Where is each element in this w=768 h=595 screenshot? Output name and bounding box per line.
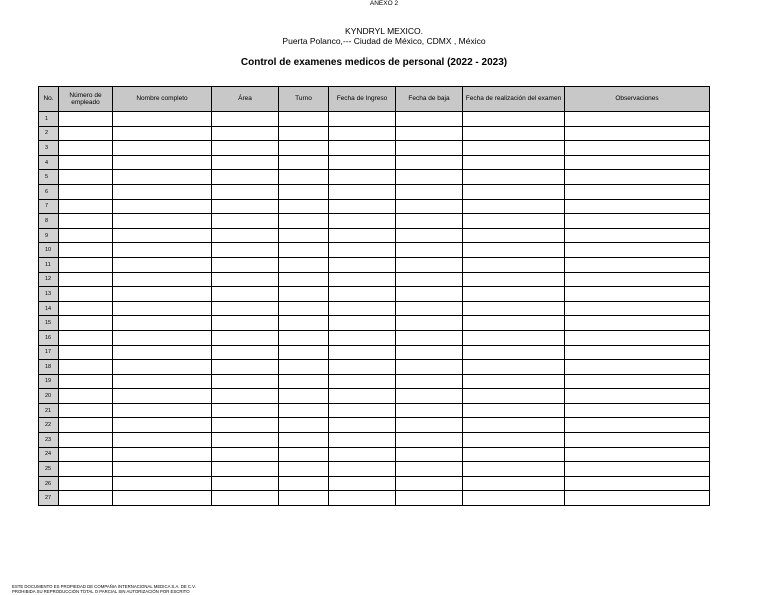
table-cell[interactable]: [329, 141, 396, 156]
row-number-cell: 6: [39, 184, 59, 199]
table-cell[interactable]: [565, 257, 710, 272]
row-number-cell: 2: [39, 126, 59, 141]
table-cell[interactable]: [565, 141, 710, 156]
table-cell[interactable]: [396, 476, 463, 491]
table-cell[interactable]: [59, 214, 113, 229]
table-cell[interactable]: [59, 199, 113, 214]
table-cell[interactable]: [329, 389, 396, 404]
table-cell[interactable]: [279, 345, 329, 360]
table-cell[interactable]: [279, 287, 329, 302]
table-cell[interactable]: [279, 330, 329, 345]
table-cell[interactable]: [396, 360, 463, 375]
table-cell[interactable]: [212, 112, 279, 127]
row-number-cell: 12: [39, 272, 59, 287]
table-cell[interactable]: [279, 433, 329, 448]
table-cell[interactable]: [396, 389, 463, 404]
table-cell[interactable]: [113, 112, 212, 127]
table-cell[interactable]: [329, 184, 396, 199]
table-row: [39, 243, 710, 258]
table-cell[interactable]: [463, 184, 565, 199]
table-row: [39, 389, 710, 404]
table-cell[interactable]: [212, 287, 279, 302]
table-cell[interactable]: [396, 199, 463, 214]
table-cell[interactable]: [329, 199, 396, 214]
table-cell[interactable]: [396, 112, 463, 127]
table-cell[interactable]: [279, 418, 329, 433]
table-cell[interactable]: [113, 389, 212, 404]
table-cell[interactable]: [59, 287, 113, 302]
table-cell[interactable]: [59, 257, 113, 272]
table-cell[interactable]: [59, 418, 113, 433]
table-row: [39, 228, 710, 243]
table-cell[interactable]: [113, 462, 212, 477]
row-number-cell: 14: [39, 301, 59, 316]
table-row: [39, 330, 710, 345]
table-cell[interactable]: [463, 447, 565, 462]
table-cell[interactable]: [565, 476, 710, 491]
table-cell[interactable]: [396, 374, 463, 389]
table-cell[interactable]: [463, 287, 565, 302]
header-hire-date: Fecha de Ingreso: [329, 87, 396, 112]
table-cell[interactable]: [279, 491, 329, 506]
table-cell[interactable]: [212, 403, 279, 418]
table-row: [39, 199, 710, 214]
table-cell[interactable]: [279, 126, 329, 141]
table-cell[interactable]: [279, 476, 329, 491]
footer-line-1: ESTE DOCUMENTO ES PROPIEDAD DE COMPAÑIA INTERNACIONAL MEDICA S.A. DE C.V.: [12, 584, 196, 589]
table-row: [39, 491, 710, 506]
table-cell[interactable]: [565, 214, 710, 229]
table-row: [39, 214, 710, 229]
table-cell[interactable]: [329, 345, 396, 360]
table-cell[interactable]: [329, 272, 396, 287]
table-cell[interactable]: [279, 257, 329, 272]
table-cell[interactable]: [396, 272, 463, 287]
table-cell[interactable]: [113, 199, 212, 214]
row-number-cell: 17: [39, 345, 59, 360]
table-cell[interactable]: [329, 476, 396, 491]
table-cell[interactable]: [396, 126, 463, 141]
table-cell[interactable]: [329, 126, 396, 141]
table-cell[interactable]: [463, 403, 565, 418]
table-cell[interactable]: [463, 418, 565, 433]
table-cell[interactable]: [463, 374, 565, 389]
table-cell[interactable]: [565, 301, 710, 316]
table-cell[interactable]: [113, 418, 212, 433]
table-cell[interactable]: [329, 155, 396, 170]
row-number-cell: 4: [39, 155, 59, 170]
table-cell[interactable]: [59, 447, 113, 462]
table-cell[interactable]: [463, 126, 565, 141]
table-cell[interactable]: [565, 491, 710, 506]
table-row: [39, 184, 710, 199]
table-cell[interactable]: [329, 112, 396, 127]
table-cell[interactable]: [212, 462, 279, 477]
annex-label: ANEXO 2: [369, 0, 399, 7]
table-cell[interactable]: [463, 433, 565, 448]
table-cell[interactable]: [59, 228, 113, 243]
table-cell[interactable]: [212, 301, 279, 316]
table-cell[interactable]: [463, 228, 565, 243]
table-cell[interactable]: [329, 214, 396, 229]
table-cell[interactable]: [113, 126, 212, 141]
table-cell[interactable]: [113, 374, 212, 389]
table-cell[interactable]: [396, 330, 463, 345]
table-cell[interactable]: [565, 360, 710, 375]
table-cell[interactable]: [565, 199, 710, 214]
table-cell[interactable]: [59, 330, 113, 345]
table-cell[interactable]: [212, 126, 279, 141]
table-cell[interactable]: [329, 330, 396, 345]
table-cell[interactable]: [59, 301, 113, 316]
table-cell[interactable]: [565, 330, 710, 345]
table-cell[interactable]: [463, 141, 565, 156]
table-cell[interactable]: [113, 141, 212, 156]
table-cell[interactable]: [59, 476, 113, 491]
table-cell[interactable]: [463, 491, 565, 506]
table-cell[interactable]: [212, 257, 279, 272]
table-cell[interactable]: [279, 447, 329, 462]
header-observations: Observaciones: [565, 87, 710, 112]
table-cell[interactable]: [59, 243, 113, 258]
table-cell[interactable]: [113, 184, 212, 199]
table-cell[interactable]: [565, 418, 710, 433]
table-cell[interactable]: [113, 301, 212, 316]
table-cell[interactable]: [113, 228, 212, 243]
table-cell[interactable]: [212, 374, 279, 389]
row-number-cell: 23: [39, 433, 59, 448]
table-cell[interactable]: [279, 184, 329, 199]
table-cell[interactable]: [565, 374, 710, 389]
table-cell[interactable]: [113, 476, 212, 491]
table-cell[interactable]: [396, 287, 463, 302]
table-cell[interactable]: [113, 170, 212, 185]
table-cell[interactable]: [212, 491, 279, 506]
table-cell[interactable]: [212, 316, 279, 331]
table-cell[interactable]: [113, 345, 212, 360]
row-number-cell: 5: [39, 170, 59, 185]
table-cell[interactable]: [396, 447, 463, 462]
table-cell[interactable]: [212, 447, 279, 462]
table-cell[interactable]: [113, 287, 212, 302]
table-cell[interactable]: [113, 155, 212, 170]
table-cell[interactable]: [59, 462, 113, 477]
table-cell[interactable]: [113, 243, 212, 258]
header-area: Área: [212, 87, 279, 112]
table-cell[interactable]: [329, 418, 396, 433]
row-number-cell: 19: [39, 374, 59, 389]
table-cell[interactable]: [212, 360, 279, 375]
table-row: [39, 374, 710, 389]
table-cell[interactable]: [279, 243, 329, 258]
table-cell[interactable]: [329, 433, 396, 448]
table-cell[interactable]: [279, 155, 329, 170]
footer-notice: [12, 585, 196, 595]
table-cell[interactable]: [113, 316, 212, 331]
table-cell[interactable]: [463, 214, 565, 229]
table-cell[interactable]: [113, 360, 212, 375]
footer-line-2: PROHIBIDA SU REPRODUCCIÓN TOTAL O PARCIAL SIN AUTORIZACIÓN POR ESCRITO: [12, 588, 190, 594]
table-row: [39, 433, 710, 448]
table-cell[interactable]: [212, 345, 279, 360]
table-cell[interactable]: [396, 155, 463, 170]
table-row: [39, 272, 710, 287]
table-cell[interactable]: [396, 491, 463, 506]
table-cell[interactable]: [59, 403, 113, 418]
table-cell[interactable]: [113, 257, 212, 272]
table-cell[interactable]: [396, 316, 463, 331]
company-header: [0, 26, 768, 46]
table-cell[interactable]: [565, 170, 710, 185]
table-cell[interactable]: [565, 287, 710, 302]
table-cell[interactable]: [396, 243, 463, 258]
table-cell[interactable]: [329, 243, 396, 258]
table-cell[interactable]: [113, 214, 212, 229]
table-cell[interactable]: [565, 272, 710, 287]
table-cell[interactable]: [565, 389, 710, 404]
table-cell[interactable]: [329, 374, 396, 389]
table-cell[interactable]: [279, 214, 329, 229]
table-cell[interactable]: [59, 360, 113, 375]
table-cell[interactable]: [212, 141, 279, 156]
table-cell[interactable]: [59, 155, 113, 170]
table-cell[interactable]: [59, 433, 113, 448]
row-number-cell: 10: [39, 243, 59, 258]
table-cell[interactable]: [329, 257, 396, 272]
table-cell[interactable]: [396, 228, 463, 243]
row-number-cell: 27: [39, 491, 59, 506]
table-cell[interactable]: [396, 214, 463, 229]
table-cell[interactable]: [59, 170, 113, 185]
table-cell[interactable]: [329, 287, 396, 302]
table-row: [39, 462, 710, 477]
table-cell[interactable]: [565, 316, 710, 331]
table-cell[interactable]: [329, 447, 396, 462]
row-number-cell: 18: [39, 360, 59, 375]
table-row: [39, 141, 710, 156]
table-row: [39, 257, 710, 272]
table-row: [39, 301, 710, 316]
table-cell[interactable]: [565, 126, 710, 141]
header-employee-number: Número de empleado: [59, 87, 113, 112]
table-cell[interactable]: [565, 184, 710, 199]
table-cell[interactable]: [59, 389, 113, 404]
table-cell[interactable]: [113, 330, 212, 345]
table-cell[interactable]: [212, 243, 279, 258]
row-number-cell: 11: [39, 257, 59, 272]
table-cell[interactable]: [279, 360, 329, 375]
table-cell[interactable]: [463, 155, 565, 170]
table-cell[interactable]: [463, 243, 565, 258]
table-cell[interactable]: [565, 155, 710, 170]
table-cell[interactable]: [59, 374, 113, 389]
table-cell[interactable]: [463, 112, 565, 127]
table-cell[interactable]: [113, 272, 212, 287]
table-cell[interactable]: [212, 272, 279, 287]
table-cell[interactable]: [279, 316, 329, 331]
table-cell[interactable]: [463, 476, 565, 491]
table-cell[interactable]: [463, 360, 565, 375]
row-number-cell: 20: [39, 389, 59, 404]
table-body: [39, 112, 710, 506]
header-full-name: Nombre completo: [113, 87, 212, 112]
table-cell[interactable]: [396, 257, 463, 272]
table-cell[interactable]: [463, 301, 565, 316]
table-row: [39, 418, 710, 433]
table-row: [39, 126, 710, 141]
table-cell[interactable]: [212, 433, 279, 448]
table-cell[interactable]: [279, 228, 329, 243]
table-cell[interactable]: [279, 374, 329, 389]
table-row: [39, 170, 710, 185]
row-number-cell: 22: [39, 418, 59, 433]
table-cell[interactable]: [212, 389, 279, 404]
table-cell[interactable]: [463, 199, 565, 214]
table-cell[interactable]: [565, 433, 710, 448]
table-cell[interactable]: [463, 462, 565, 477]
table-cell[interactable]: [279, 141, 329, 156]
table-cell[interactable]: [329, 170, 396, 185]
table-cell[interactable]: [329, 403, 396, 418]
table-cell[interactable]: [212, 155, 279, 170]
row-number-cell: 25: [39, 462, 59, 477]
table-cell[interactable]: [565, 112, 710, 127]
table-cell[interactable]: [329, 301, 396, 316]
table-cell[interactable]: [59, 272, 113, 287]
table-row: [39, 447, 710, 462]
table-cell[interactable]: [279, 272, 329, 287]
table-cell[interactable]: [463, 316, 565, 331]
table-cell[interactable]: [279, 301, 329, 316]
row-number-cell: 8: [39, 214, 59, 229]
table-cell[interactable]: [463, 330, 565, 345]
document-title: Control de examenes medicos de personal (2022 - 2023): [240, 57, 508, 68]
company-address: Puerta Polanco,--- Ciudad de México, CDMX , México: [282, 36, 486, 46]
table-cell[interactable]: [396, 170, 463, 185]
table-cell[interactable]: [113, 403, 212, 418]
table-cell[interactable]: [463, 170, 565, 185]
table-cell[interactable]: [113, 433, 212, 448]
table-cell[interactable]: [463, 389, 565, 404]
table-cell[interactable]: [212, 418, 279, 433]
table-cell[interactable]: [212, 330, 279, 345]
table-cell[interactable]: [396, 345, 463, 360]
table-cell[interactable]: [212, 476, 279, 491]
table-cell[interactable]: [396, 433, 463, 448]
header-shift: Turno: [279, 87, 329, 112]
row-number-cell: 26: [39, 476, 59, 491]
table-cell[interactable]: [279, 403, 329, 418]
table-cell[interactable]: [329, 491, 396, 506]
header-termination-date: Fecha de baja: [396, 87, 463, 112]
row-number-cell: 1: [39, 112, 59, 127]
table-cell[interactable]: [396, 418, 463, 433]
table-row: [39, 112, 710, 127]
row-number-cell: 21: [39, 403, 59, 418]
table-row: [39, 403, 710, 418]
header-no: No.: [39, 87, 59, 112]
table-cell[interactable]: [329, 316, 396, 331]
table-row: [39, 360, 710, 375]
table-cell[interactable]: [396, 301, 463, 316]
table-cell[interactable]: [59, 141, 113, 156]
table-cell[interactable]: [396, 403, 463, 418]
table-cell[interactable]: [212, 214, 279, 229]
table-cell[interactable]: [329, 462, 396, 477]
row-number-cell: 3: [39, 141, 59, 156]
table-cell[interactable]: [565, 243, 710, 258]
table-cell[interactable]: [212, 228, 279, 243]
table-row: [39, 316, 710, 331]
table-cell[interactable]: [329, 228, 396, 243]
row-number-cell: 24: [39, 447, 59, 462]
table-cell[interactable]: [565, 462, 710, 477]
table-cell[interactable]: [113, 491, 212, 506]
table-cell[interactable]: [59, 316, 113, 331]
table-cell[interactable]: [59, 491, 113, 506]
table-cell[interactable]: [396, 141, 463, 156]
company-name: KYNDRYL MEXICO.: [345, 26, 423, 36]
table-cell[interactable]: [463, 345, 565, 360]
row-number-cell: 13: [39, 287, 59, 302]
table-row: [39, 155, 710, 170]
table-row: [39, 476, 710, 491]
table-cell[interactable]: [212, 170, 279, 185]
table-cell[interactable]: [463, 257, 565, 272]
table-cell[interactable]: [565, 345, 710, 360]
table-cell[interactable]: [279, 462, 329, 477]
table-cell[interactable]: [279, 389, 329, 404]
table-row: [39, 287, 710, 302]
table-row: [39, 345, 710, 360]
row-number-cell: 9: [39, 228, 59, 243]
row-number-cell: 16: [39, 330, 59, 345]
table-cell[interactable]: [59, 345, 113, 360]
table-cell[interactable]: [396, 462, 463, 477]
table-cell[interactable]: [329, 360, 396, 375]
table-cell[interactable]: [565, 403, 710, 418]
table-cell[interactable]: [279, 112, 329, 127]
table-cell[interactable]: [59, 112, 113, 127]
table-header-row: [39, 87, 710, 112]
table-cell[interactable]: [113, 447, 212, 462]
table-cell[interactable]: [212, 184, 279, 199]
table-cell[interactable]: [396, 184, 463, 199]
table-cell[interactable]: [463, 272, 565, 287]
table-cell[interactable]: [565, 447, 710, 462]
table-cell[interactable]: [212, 199, 279, 214]
table-cell[interactable]: [59, 126, 113, 141]
row-number-cell: 7: [39, 199, 59, 214]
table-cell[interactable]: [279, 170, 329, 185]
table-cell[interactable]: [279, 199, 329, 214]
exams-table: [38, 86, 710, 506]
header-exam-date: Fecha de realización del examen: [463, 87, 565, 112]
table-cell[interactable]: [59, 184, 113, 199]
row-number-cell: 15: [39, 316, 59, 331]
table-cell[interactable]: [565, 228, 710, 243]
